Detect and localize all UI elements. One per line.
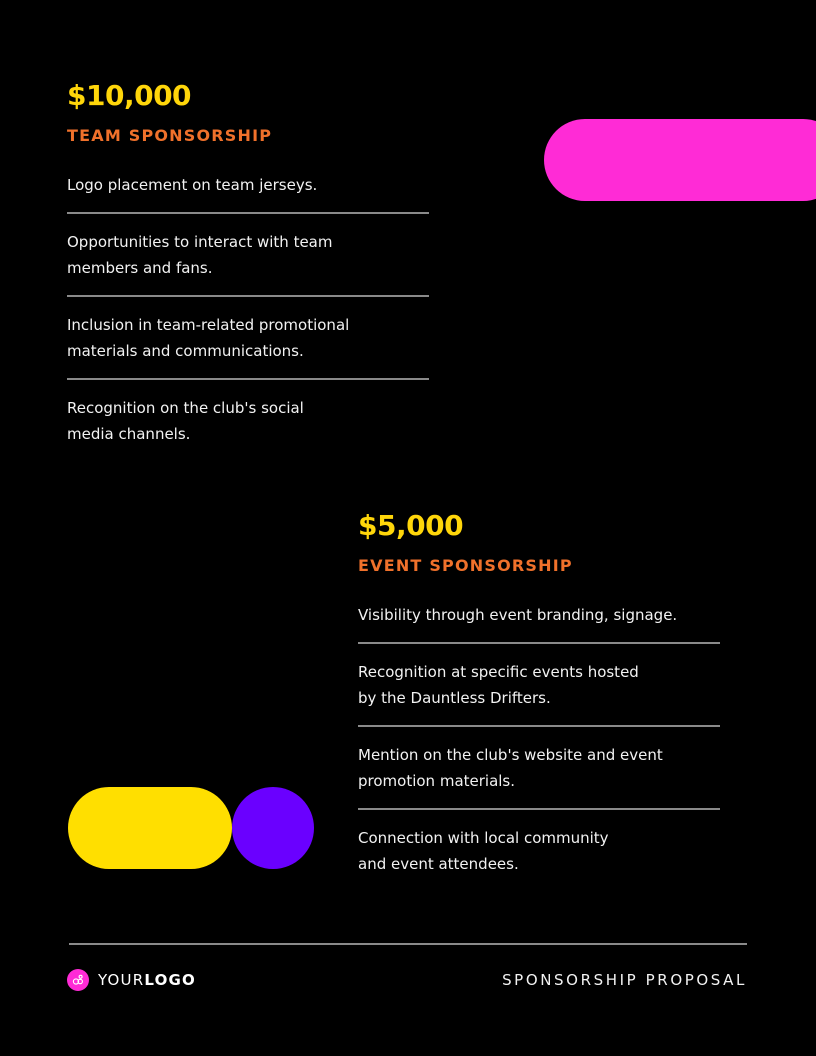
tier-price: $10,000 — [67, 79, 192, 112]
benefit-line: members and fans. — [67, 259, 213, 277]
benefit-line: Visibility through event branding, signage. — [358, 606, 678, 624]
footer-divider — [69, 943, 747, 945]
purple-circle-shape — [232, 787, 314, 869]
logo-badge-icon — [67, 969, 89, 991]
benefit-item — [67, 172, 429, 214]
footer-logo — [67, 969, 196, 991]
benefit-item — [358, 602, 720, 644]
benefit-item — [358, 742, 720, 810]
benefit-item — [67, 229, 429, 297]
document-title: SPONSORSHIP PROPOSAL — [502, 971, 747, 989]
logo-wordmark — [98, 971, 196, 989]
benefit-line: media channels. — [67, 425, 191, 443]
tier-title: EVENT SPONSORSHIP — [358, 556, 573, 575]
benefit-line: Connection with local community — [358, 829, 609, 847]
logo-text-light: YOUR — [98, 971, 145, 989]
benefit-item — [358, 825, 720, 891]
benefit-line: promotion materials. — [358, 772, 516, 790]
benefit-list — [67, 172, 429, 461]
tier-team-sponsorship — [67, 78, 429, 461]
benefit-line: Recognition on the club's social — [67, 399, 304, 417]
benefit-line: materials and communications. — [67, 342, 304, 360]
benefit-line: by the Dauntless Drifters. — [358, 689, 551, 707]
benefit-line: Logo placement on team jerseys. — [67, 176, 318, 194]
benefit-line: Inclusion in team-related promotional — [67, 316, 350, 334]
benefit-line: Opportunities to interact with team — [67, 233, 333, 251]
benefit-list — [358, 602, 720, 891]
benefit-item — [358, 659, 720, 727]
benefit-item — [67, 312, 429, 380]
tier-price: $5,000 — [358, 509, 464, 542]
benefit-item — [67, 395, 429, 461]
tier-event-sponsorship — [358, 508, 720, 891]
logo-mark-icon — [72, 974, 84, 986]
pink-pill-shape — [544, 119, 816, 201]
benefit-line: Recognition at specific events hosted — [358, 663, 639, 681]
yellow-pill-shape — [68, 787, 232, 869]
benefit-line: and event attendees. — [358, 855, 519, 873]
benefit-line: Mention on the club's website and event — [358, 746, 663, 764]
tier-title: TEAM SPONSORSHIP — [67, 126, 273, 145]
logo-text-bold: LOGO — [144, 971, 196, 989]
